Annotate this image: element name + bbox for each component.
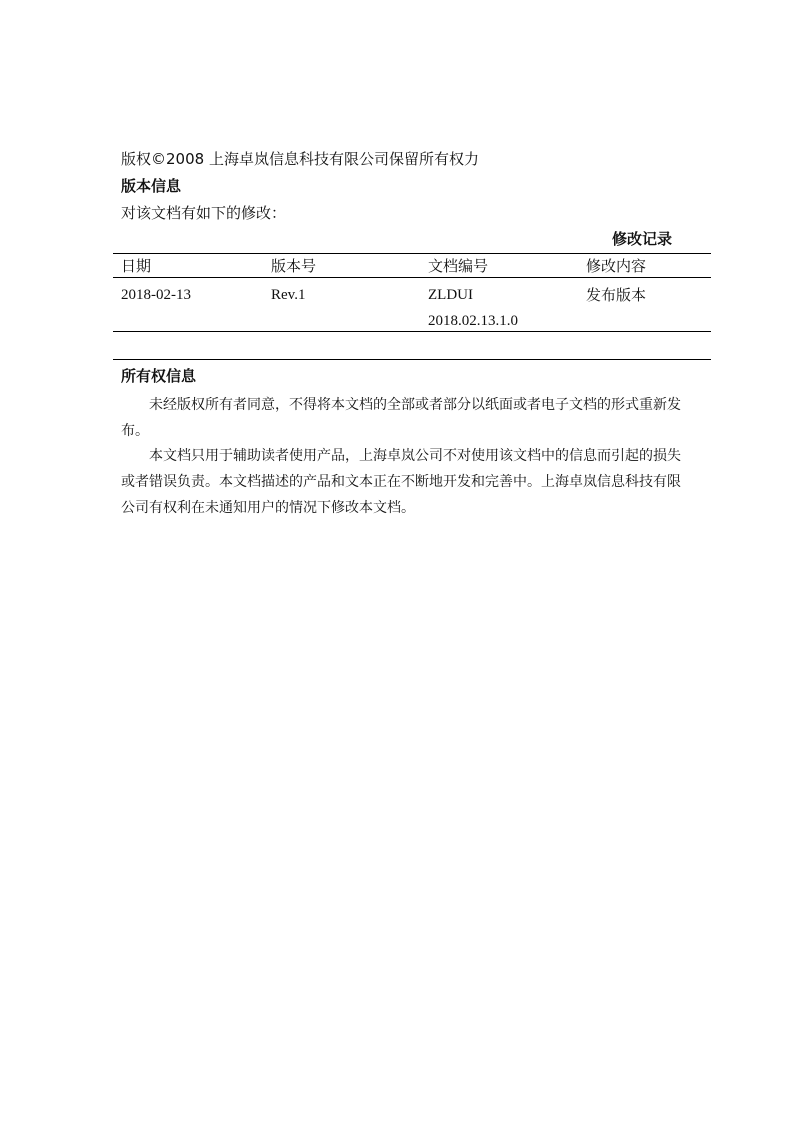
column-header-date: 日期 xyxy=(121,257,152,275)
row-change: 发布版本 xyxy=(586,286,647,304)
disclaimer-paragraph: 本文档只用于辅助读者使用产品，上海卓岚公司不对使用该文档中的信息而引起的损失或者错误负责。本文档描述的产品和文本正在不断地开发和完善中。上海卓岚信息科技有限公司有权利在未通知用户的情况下修改本文档。 xyxy=(121,448,681,516)
table-header-rule xyxy=(113,277,711,278)
row-version: Rev.1 xyxy=(271,287,306,303)
row-doc-number-line2: 2018.02.13.1.0 xyxy=(428,313,518,329)
ownership-info-heading: 所有权信息 xyxy=(121,367,197,385)
version-info-heading: 版本信息 xyxy=(121,177,182,195)
table-bottom-rule xyxy=(113,331,711,332)
column-header-change: 修改内容 xyxy=(586,257,647,275)
table-top-rule xyxy=(113,253,711,254)
row-date: 2018-02-13 xyxy=(121,287,191,303)
column-header-version: 版本号 xyxy=(271,257,317,275)
revision-table-caption: 修改记录 xyxy=(611,230,672,248)
column-header-doc-number: 文档编号 xyxy=(428,257,489,275)
section-divider-rule xyxy=(113,359,711,360)
row-doc-number-line1: ZLDUI xyxy=(428,287,473,303)
revision-intro-text: 对该文档有如下的修改： xyxy=(121,204,287,222)
ownership-paragraph: 未经版权所有者同意，不得将本文档的全部或者部分以纸面或者电子文档的形式重新发布。 xyxy=(121,397,681,439)
copyright-notice: 版权©2008 上海卓岚信息科技有限公司保留所有权力 xyxy=(121,150,479,168)
